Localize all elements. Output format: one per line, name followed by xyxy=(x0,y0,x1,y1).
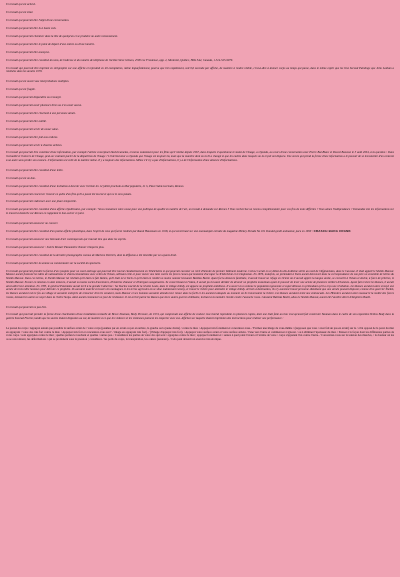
paragraph-text: Un travail qui pourrait annoncer un concert. xyxy=(6,220,59,225)
paragraph-text: Un travail qui pourrait être anonyme. xyxy=(6,49,50,54)
paragraph-text: Un travail qui pourrait être imprimé en sérigraphie sur une affiche et reproduit en 49 exemplaires, même imparfaitement, pourvu que très rapidement, soit 0,6 seconde par affiche, de manière à rendre visible, c'est-à-dire à donner corps au temps qui passe, dans le même esprit que les One Second Paintings que John Latham a réalisées dans les années 1970. xyxy=(6,65,394,74)
paragraph-text: Un travail qui pourrait annoncer : Soirée Mozart Pianomètre Tomori n'importe plus. xyxy=(6,244,105,249)
paragraph xyxy=(6,59,394,63)
paragraph-text: Un travail qui pourrait être oublié. xyxy=(6,118,47,123)
paragraph-text: Un travail qui pourrait être constitué d'une lettre. xyxy=(6,167,64,172)
paragraph-text: Un travail qui pourrait être constitué du nom, de l'adresse et du numéro de téléphone de l'artiste Steve Gibson, 2500 rue Frontenac, app. 2, Montréal, Québec, H2K 3A2, Canada, 1-514-525-9979. xyxy=(6,57,233,62)
paragraph-text: Un travail qui pourrait annoncer une biennale d'art contemporain qui n'aurait lieu que dans les esprits. xyxy=(6,236,127,241)
paragraph xyxy=(6,136,394,140)
paragraph-text: Un travail qui pourrait être la somme ou commentaire sur la société du spectacle. xyxy=(6,260,101,265)
paragraph xyxy=(6,327,394,342)
paragraph xyxy=(6,270,394,300)
paragraph-text: Un travail qui pourrait être constitué d'une invitation à devenir avec l'artiste les 12 juillet prochain au Bal populaire, 21 h, Place Saint-Germain, Rennes. xyxy=(6,183,185,188)
paragraph-text: Un travail qui pourrait disparaître ou ressurgir. xyxy=(6,94,62,99)
paragraph-text: Un travail qui pourrait être constitué d'une information, par exemple l'artiste conceptuel David Lamelas, reconnu notamment pour les films qu'il réalise depuis 1967, dans lesquels il questionne le statut de l'image, a répondu, au cours d'une conversation avec Pierre Bal-Blanc et Pascal Beausse le 3 août 2004, à la question : Dans l'actualité et l'univers de l'image, peut-on vraiment parler de la disparition de l'image ? L'interlocuteur a répondu que l'image est toujours là, mais que la manière dont on la lit a changé et que les cadres dans lesquels on la reçoit ont disparu. Une œuvre qui prend la forme d'une information a le pouvoir de se transmettre d'un contexte à un autre sans perdre son essence. L'information est celle de la matière même. Il y a toujours des informations. Même s'il n'y a pas d'informations, il y a de l'information d'une absence d'informations. xyxy=(6,150,394,162)
paragraph xyxy=(6,177,394,181)
paragraph xyxy=(6,185,394,189)
paragraph xyxy=(6,144,394,148)
paragraph xyxy=(6,254,394,258)
paragraph-text: Un travail qui pourrait être lu à haute voix. xyxy=(6,25,57,30)
paragraph xyxy=(6,11,394,15)
paragraph-text: Un travail qui pourrait être joté aux ordures. xyxy=(6,134,59,139)
paragraph-text: Un travail qui est un don. xyxy=(6,175,36,180)
paragraph-text: Un travail qui pourrait servir à d'autres artistes. xyxy=(6,142,63,147)
paragraph xyxy=(6,222,394,226)
paragraph xyxy=(6,120,394,124)
paragraph xyxy=(6,67,394,75)
paragraph-text: Un travail qui pourrait être le point de départ d'une ombre ou d'une lumière. xyxy=(6,41,95,46)
paragraph xyxy=(6,27,394,31)
paragraph xyxy=(6,43,394,47)
paragraph xyxy=(6,151,394,162)
paragraph xyxy=(6,112,394,116)
paragraph xyxy=(6,96,394,100)
paragraph xyxy=(6,313,394,321)
paragraph-text: Un travail qui pourrait ne pas être. xyxy=(6,304,47,309)
paragraph-text: Un travail qui pourrait être chuchoté à une personne aimée. xyxy=(6,110,76,115)
paragraph xyxy=(6,19,394,23)
paragraph xyxy=(6,169,394,173)
paragraph-text: Un travail qui pourrait prendre la forme d'une réactivation d'une installation textuelle de Bruce Nauman, Body Pressure, de 1974, qui comprenait une affiche de couleur rose boréal reproduite en plusieurs copies, dont une était faite au bon vrai qu'avait fait construire Nauman dans le cadre de son exposition Yellow Body dans la galerie Konrad Fischer, tandis que les autres étaient disposées au sol, de manière à ce que les visiteurs et les visiteuses puissent les emporter avec eux. Affichez sur laquelle étaient imprimées des instructions pour réaliser une performance : xyxy=(6,312,394,321)
paragraph xyxy=(6,306,394,310)
paragraph-text: Un travail qui pourrait prendre la forme d'un synopsis pour un court-métrage qui pourrait être tourné clandestinement en Tchétchénie et qui pourrait raconter un récit d'histoire de premier bâtiment moderne. Celui-ci serait en ce début du dix-huitième siècle au nord de l'Afghanistan, dans le Caucase. Il était appelé le Sheikh Mansur. Mansur aurait fusionné les idées de nationalisme et d'anti-colonialisme avec celles de l'islam, utilisant celle-ci pour mener une lutte contre les forces russes qui tentaient d'occuper la Tchétchénie et le Daghestan. En 1876, toutefois, on prétendait à Tunis aurait découvert dans la correspondance de son père un ensemble de lettres du Sheikh Mansur. Dans ces lettres, le Sheikh Mansur lui révélait qu'il était en fait Italien, qu'il était né à Turin et qu'il était en réalité un moine nommé Giovanni Battista Boetti. Ayant fui la demeure familiale, il aurait trouvé un refuge en Orient où il aurait appris la langue arabe, se convertit à l'islam et devint, à force de prêches, le Sheikh Mansur. Encore en mission en Asie mineure, il aurait eu toutes sortes d'aventures, d'histoires d'amour et d'intrigues sanguinaires. Se convertissant à l'islam, il aurait pu lui aussi décider de devenir un prophète musulman ayant le pouvoir de lever une armée de plusieurs milliers d'hommes. Ayant fait revivre les Russes, il aurait ainsi attiré leur attention. En 1785, le général Potemkine aurait écrit à la grande Catherine : Sa Tsarine suscité de la révolte Louis, dans le village d'Aldy, est apparu un prophète ambitieux. Il a ouvert à un volume le population ignorante et superstitieuse en prétendant qu'il a reçu une révélation. Les Russes auraient alors envoyé une armée de trois mille hommes pour détruire ce prophète. Ils auraient marché à travers les montagnes et les terres agricoles où se situe maintenant Grozny, et trouvé le rivière pour atteindre le village d'Aldy. Arrivés à destination, ils n'y auraient trouvé personne. Réalisant que une armée pouvait disposer, comme d'un guerrier Sheikh, les Russes auraient mis le feu au village et auraient entrepris de retourner d'où ils venaient, mais Mansur et ses hommes auraient attendu leur retour dans la forêt et les auraient attaqués au moment où ils traversaient la rivière. Les Russes auraient tenté une embuscade. Les Histoires auraient alors massacré la moitié des forces russes, laissant les autres se noyer dans la rivière Sunja. Ainsi aurait commencé un jour de résistance. Il est arrivé parmi les Russes que leurs autres guerres d'Albanie, incitant à la moindre révolte contre l'avancée russe. Giovanni Battista Boetti, alias Le Sheikh Mansur, aurait été l'ancêtre direct d'Alighiero Boetti. xyxy=(6,268,394,299)
paragraph xyxy=(6,200,394,204)
paragraph-text: Un travail qui est ouvert aux interprétations multiples. xyxy=(6,79,70,83)
paragraph xyxy=(6,230,394,234)
paragraph-text: Un travail qui pourrait être constitué d'un poème affiche phonétique, dans l'esprit de ceux qui furent réalisés par Raoul Hausmann en 1918, et qui serait basé sur une onomatopée extraite du magazine Mickey Parade No 101 Donald gentil animateur, paru en 1990 : xyxy=(6,228,313,233)
paragraph xyxy=(6,3,394,7)
paragraph-text: Un travail qui pourrait concerner l'avenir en quête d'un film qu'il a passé été tourné et qui ne le sera jamais. xyxy=(6,191,132,196)
paragraph xyxy=(6,246,394,250)
paragraph-text: Un travail qui pourrait être constitué de la dernière photographie connue de Marlene Dietrich, dont la diffusion a été interdite par ses ayants droit. xyxy=(6,252,177,257)
paragraph-text: Un travail qui pourrait servir de cause vaine. xyxy=(6,126,59,131)
paragraph xyxy=(6,80,394,84)
paragraph xyxy=(6,238,394,242)
paragraph-text: Un travail qui pourrait s'adresser avec une place temporelle. xyxy=(6,199,77,204)
paragraph xyxy=(6,128,394,132)
paragraph-text: Un travail qui est achevé. xyxy=(6,2,36,6)
paragraph xyxy=(6,208,394,216)
paragraph-text: Un travail qui pourrait cheminer dans la tête de quelqu'un et se produire un autre raisonnement. xyxy=(6,33,118,38)
onomatopoeia-text: CRASCH BADA CRANK xyxy=(313,228,351,233)
paragraph-text: Un travail qui pourrait être l'objet d'une conversation. xyxy=(6,17,70,22)
paragraph-text: Un travail qui pourrait être constitué d'une affiche républicaine, par exemple : Vous connaissez votre cause pour une politique de qualité en matière de l'art, un travail à demande sur Rennes 5 Vous recherchez un revenu complémentaire pour vos fins de mois difficiles ? Vous aimez l'indépendance ? Demandez site les informations sur le travail à domicile sur Rennes en rappelant le bon-à-tirer ci-joint. xyxy=(6,207,394,216)
paragraph-text: Un travail qui pourrait avoir plusieurs titres ou n'en avoir aucun. xyxy=(6,102,82,107)
paragraph xyxy=(6,51,394,55)
paragraph xyxy=(6,262,394,266)
paragraph-text: Un travail qui est fragile. xyxy=(6,86,36,91)
paragraph-body: Le pressé du corps / Appuyez autant que possible la surface avant de / votre corps (paumes par en avant ou par en arrière, la gauche ou la jaune droite) / contre le mur. / Appuyez très fortement et concentrez-vous. / Formez une image de vous-même / (supposez que vous / avez fait un pas en avant) sur le / côté opposé de la paroi du mur en appuyant / votre dos très fort contre le mur. / Appuyez très fort et concentrez-vous sur l' / image en appuyant très fort). / (l'image d'appuyer très fort). / Appuyez votre surface avant et votre surface arrière / l'une vers l'autre et commencez à ignorer / ou à éliminer l'épaisseur du mur. / Pensez à la façon dont les différentes parties de votre corps / sont appuyées contre le mur ; quelles parties le touchent et quelles / autres pas. / Considérez les parties de votre dos qui sont / appuyées contre le mur ; appuyez fortement et / sentez à quel point l'avant et l'arrière de votre / corps s'appuient l'un contre l'autre. / Concentrez-vous sur la tension des muscles, / la douleur où les os se rencontrent, les déformations / qui se produisent sous la pression ; considérez / les poils du corps, la transpiration, les odeurs (senteurs). / Cela peut devenir un exercice très érotique. xyxy=(6,325,394,342)
paragraph xyxy=(6,193,394,197)
paragraph xyxy=(6,88,394,92)
paragraph xyxy=(6,104,394,108)
paragraph xyxy=(6,35,394,39)
paragraph-text: Un travail qui est situé. xyxy=(6,9,34,14)
